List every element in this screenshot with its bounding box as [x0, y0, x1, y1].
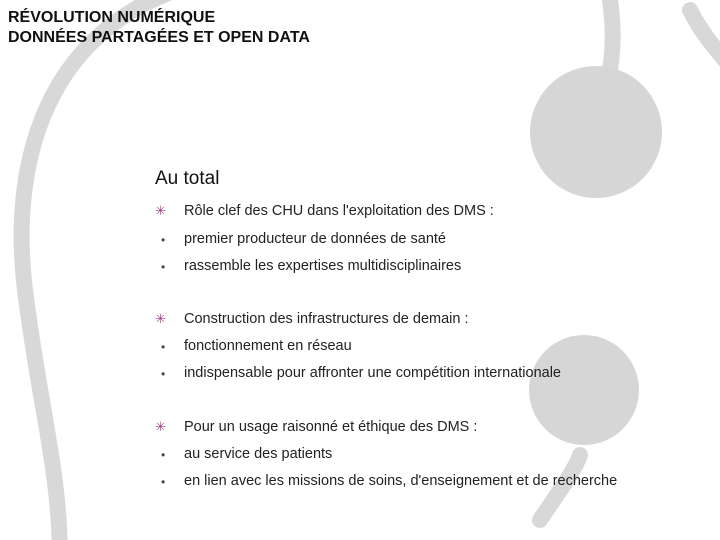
decor-arc-left — [22, 0, 210, 540]
title-line-1: RÉVOLUTION NUMÉRIQUE — [8, 9, 216, 26]
asterisk-star-icon: ✳ — [155, 419, 166, 434]
sub-point-text: rassemble les expertises multidisciplinaires — [184, 258, 462, 274]
sub-point-text: indispensable pour affronter une compétition internationale — [184, 365, 561, 381]
bullet-dot-icon: • — [161, 233, 166, 247]
decor-line-right — [690, 10, 720, 60]
main-point-text: Pour un usage raisonné et éthique des DMS : — [184, 419, 478, 435]
title-line-2: DONNÉES PARTAGÉES ET OPEN DATA — [8, 29, 310, 46]
sub-point-text: au service des patients — [184, 446, 333, 462]
bullet-dot-icon: • — [161, 475, 166, 489]
bullet-dot-icon: • — [161, 448, 166, 462]
main-point-text: Construction des infrastructures de demain : — [184, 311, 469, 327]
sub-point-text: fonctionnement en réseau — [184, 338, 352, 354]
bullet-dot-icon: • — [161, 367, 166, 381]
asterisk-star-icon: ✳ — [155, 203, 166, 218]
bullet-dot-icon: • — [161, 340, 166, 354]
sub-point-text: premier producteur de données de santé — [184, 231, 446, 247]
bullet-dot-icon: • — [161, 260, 166, 274]
section-heading: Au total — [155, 168, 220, 189]
decor-circle-large — [530, 66, 662, 198]
main-point-text: Rôle clef des CHU dans l'exploitation des DMS : — [184, 203, 494, 219]
decor-circle-small — [529, 335, 639, 445]
slide-title — [8, 8, 310, 48]
asterisk-star-icon: ✳ — [155, 311, 166, 326]
sub-point-text: en lien avec les missions de soins, d'enseignement et de recherche — [184, 473, 618, 489]
